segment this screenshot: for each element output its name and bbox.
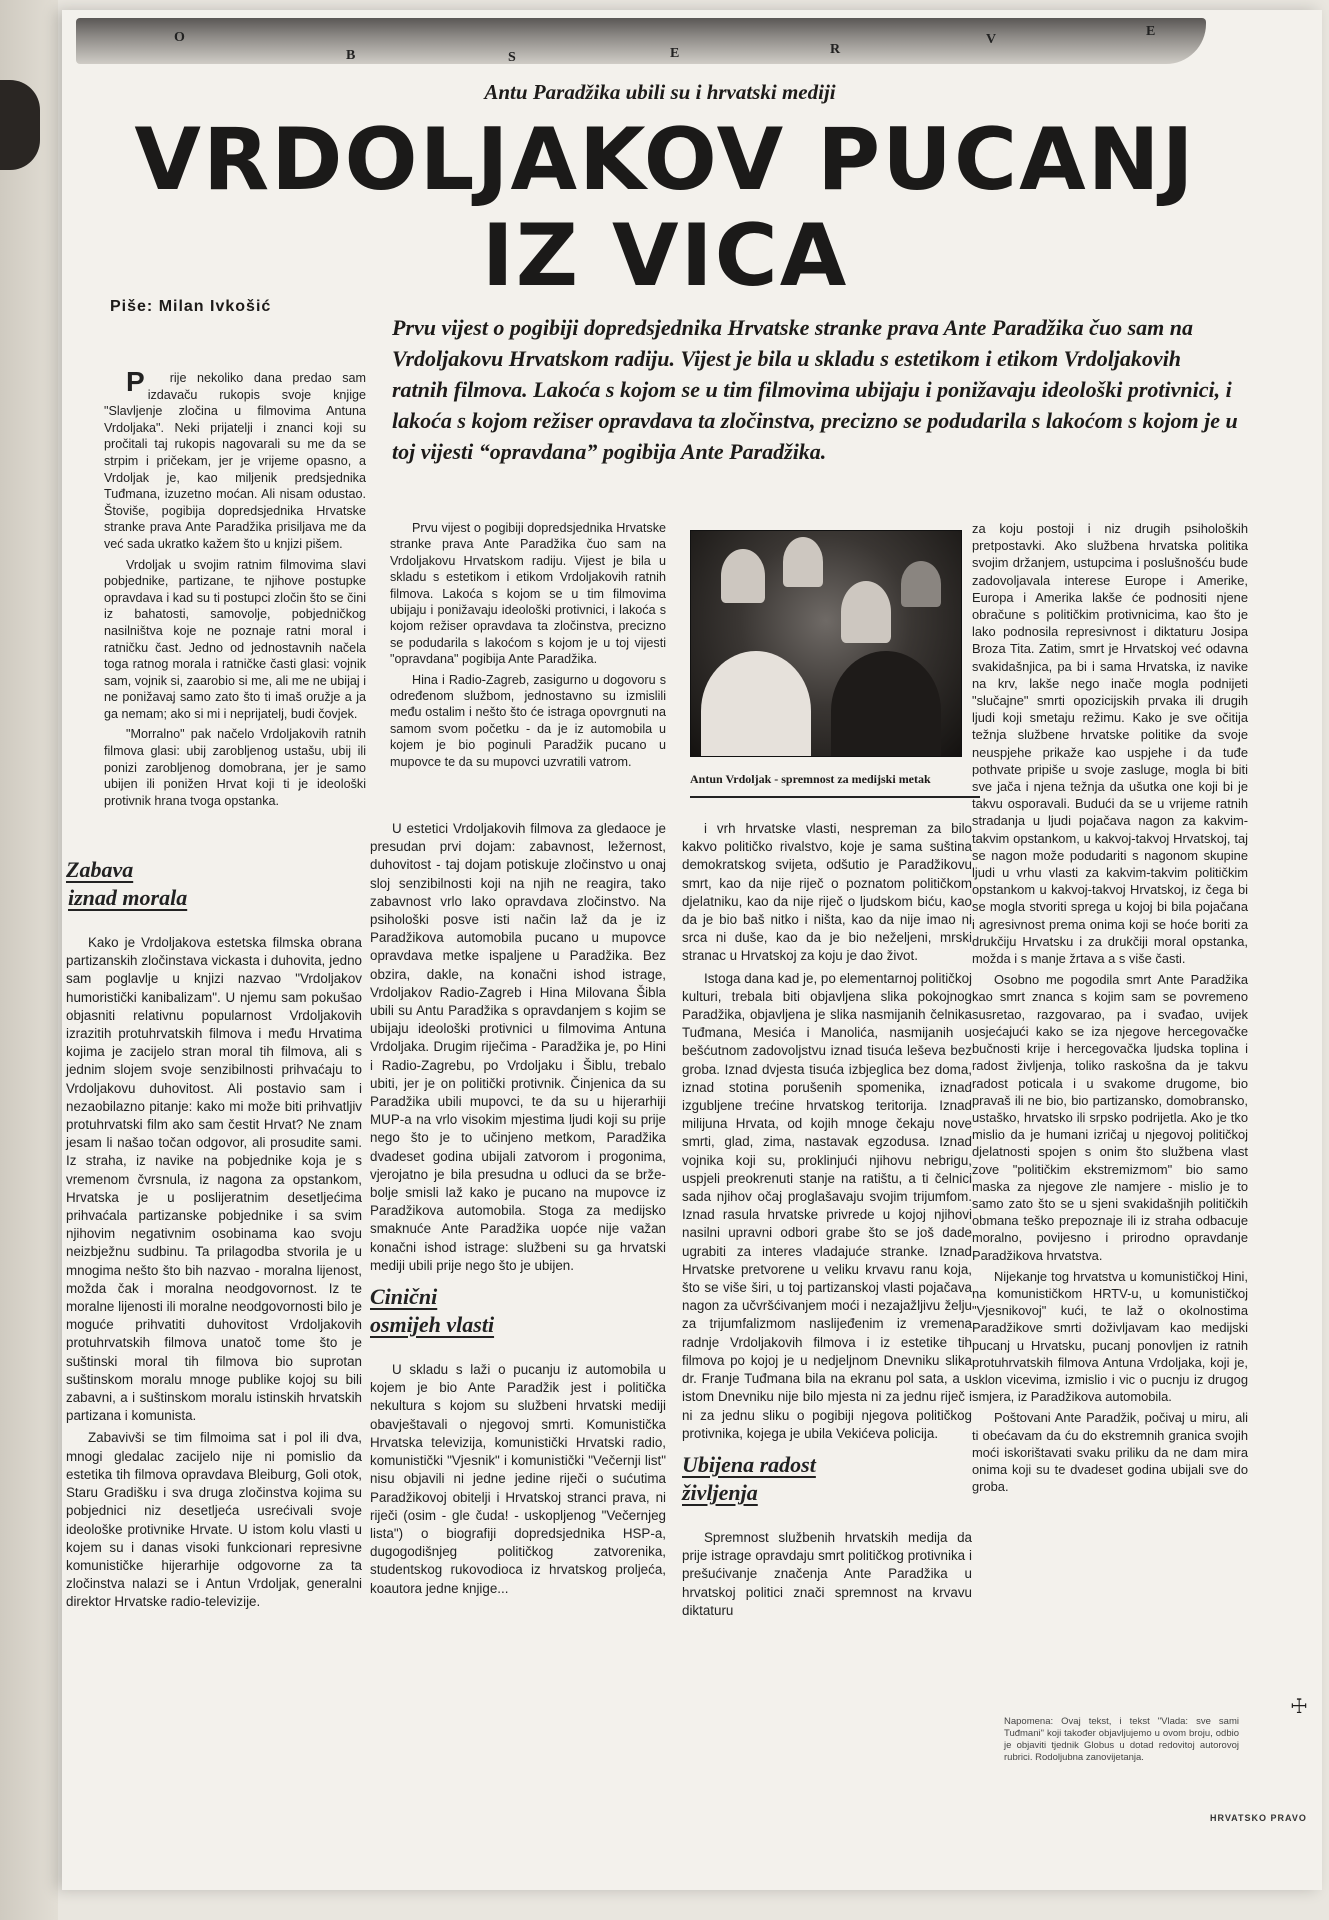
- subheading-line: iznad morala: [68, 885, 188, 910]
- paragraph: Poštovani Ante Paradžik, počivaj u miru, ali ti obećavam da ću do ekstremnih granica svojih moći iskorištavati svaku priliku da ne dam mira onima koji su te dvadeset godina ubijali sve do groba.: [972, 1410, 1248, 1495]
- banner-letter: R: [830, 42, 843, 57]
- headline-line-2: IZ VICA: [481, 206, 849, 306]
- paragraph: i vrh hrvatske vlasti, nespreman za bilo kakvo političko rivalstvo, koje je sama suština demokratskog svijeta, odšutio je Paradžikovu smrt, kao da nije riječ o poznatom političkom djelatniku, kao da nije riječ o ljudskom biću, kao da je bio baš nitko i ništa, kao da nije imao ni srca ni duše, kao da je bio neželjeni, mrski stranac u Hrvatskoj za koju je dao život.: [682, 821, 972, 964]
- column-3: [682, 820, 972, 1624]
- editorial-note: Napomena: Ovaj tekst, i tekst "Vlada: sve sami Tuđmani" koji također objavljujemo u ovom broju, odbio je objaviti tjednik Globus u dotad redovitoj autorovoj rubrici. Rodoljubna zanovijetanja.: [1004, 1716, 1239, 1763]
- column-1-top: [104, 366, 366, 813]
- news-photo: [690, 530, 962, 757]
- paragraph: Zabavivši se tim filmoima sat i pol ili dva, mnogi gledalac zacijelo nije ni pomislio da estetika tih filmova opravdava Bleiburg, Goli otok, Staru Gradišku i sva druga zločinstva kojima su pobjednici niz desetljeća usrećivali svoje ideološke protivnike Hrvate. U istom kolu vlasti u kojem su i danas visoki funkcionari represivne komunističke hijerarhije odgovorne za ta zločinstva nalazi se i Antun Vrdoljak, generalni direktor Hrvatske radio-televizije.: [66, 1430, 362, 1610]
- paragraph: Hina i Radio-Zagreb, zasigurno u dogovoru s određenom službom, jednostavno su izmislili među ostalim i nešto što će istraga opovrgnuti na samom svom početku - da je iz automobila u kojem je bio poginuli Paradžik pucano u mupovce te da su mupovci uzvratili vatrom.: [390, 672, 666, 769]
- kicker: Antu Paradžika ubili su i hrvatski mediji: [484, 80, 836, 104]
- column-2-top: [390, 520, 666, 774]
- column-2-bottom: [370, 820, 666, 1602]
- headline-line-1: VRDOLJAKOV PUCANJ: [134, 110, 1196, 210]
- banner-letter: S: [508, 50, 518, 65]
- footer-publication-name: HRVATSKO PRAVO: [1210, 1813, 1307, 1823]
- paragraph: Prije nekoliko dana predao sam izdavaču rukopis svoje knjige "Slavljenje zločina u filmovima Antuna Vrdoljaka". Neki prijatelji i znanci koji su pročitali taj rukopis nagovarali su me da se strpim i pričekam, jer je vrijeme opasno, a Vrdoljak je, kao miljenik predsjednika Tuđmana, izuzetno moćan. Ali nisam odustao. Štoviše, pogibija dopredsjednika Hrvatske stranke prava Ante Paradžika prisiljava me da već sada ukratko kažem što u knjizi pišem.: [104, 366, 366, 551]
- paragraph: Spremnost službenih hrvatskih medija da prije istrage opravdaju smrt političkog protivnika i prešućivanje značenja Ante Paradžika u hrvatskoj politici znači spremnost na krvavu diktaturu: [682, 1529, 972, 1618]
- banner-letter: O: [174, 30, 187, 45]
- subheading-line: Zabava: [66, 857, 134, 882]
- subheading-line: Ubijena radost: [682, 1451, 816, 1477]
- paragraph: U estetici Vrdoljakovih filmova za gledaoce je presudan prvi dojam: zabavnost, ležernost, duhovitost - taj dojam potiskuje zločinstvo u onaj sloj senzibilnosti koji na njih ne reagira, tako zabavnost vrlo lako opravdava zločinstvo. Na psihološki posve isti način laž da je iz Paradžikova automobila pucano u mupovce opravdava metke ispaljene u Paradžika. Bez obzira, dakle, na konačni ishod istrage, Vrdoljakov Radio-Zagreb i Hina Milovana Šibla ubili su Antu Paradžika s opravdanjem s kojim se ubijaju ideološki protivnici u filmovima Antuna Vrdoljaka. Drugim riječima - Paradžika je, po Hini i Radio-Zagrebu, po Vrdoljaku i Šiblu, trebalo ubiti, jer je on politički protivnik. Činjenica da su Paradžika ubili mupovci, te da su u hijerarhiji MUP-a na vrlo visokim mjestima ljudi koji su prije nego što je to učinjeno metkom, Paradžika dvadeset godina ubijali zatvorom i progonima, vjerojatno je bila presudna u odluci da se brže-bolje smisli laž kako je pucano na mupovce iz Paradžikova automobila. Stoga za medijsko smaknuće Ante Paradžika uopće nije važan konačni ishod istrage: službeni su ga hrvatski mediji ubili prije nego što je ubijen.: [370, 821, 666, 1273]
- subheading: [682, 1451, 972, 1507]
- caption-rule: [690, 796, 980, 798]
- banner-letter: E: [670, 46, 682, 61]
- headline: [100, 112, 1230, 304]
- adjacent-page-image: [0, 80, 40, 170]
- paragraph: Prvu vijest o pogibiji dopredsjednika Hrvatske stranke prava Ante Paradžika čuo sam na Vrdoljakovu Hrvatskom radiju. Vijest je bila u skladu s estetikom i etikom Vrdoljakovih ratnih filmova. Lakoća s kojom se u tim filmovima ubijaju i ponižavaju ideološki protivnici, i lakoća s kojom režiser opravdava ta zločinstva, precizno se podudarila s lakoćom s kojom je u toj vijesti "opravdana" pogibija Ante Paradžika.: [390, 521, 666, 667]
- subheading: [370, 1283, 666, 1339]
- paragraph: za koju postoji i niz drugih psiholoških pretpostavki. Ako službena hrvatska politika svojim držanjem, ustupcima i poslušnošću bude zadovoljavala interese Europe i Amerike, Europa i Amerika lakše će podnositi njene obračune s političkim protivnicima, kao što je lako podnosila represivnost i diktaturu Josipa Broza Tita. Zatim, smrt je Hrvatskoj već odavna svakidašnjica, pa bi i sama Hrvatska, iz navike na krv, lakše nego inače mogla podnijeti "slučajne" smrti opozicijskih prvaka ili drugih ljudi koji smetaju režimu. Kako je sve očitija težnja službene hrvatske politike da svoje neuspjehe prikaže kao uspjehe i da tuđe pothvate pripiše u svoje zasluge, mogla bi biti sve jača i njena težnja da ušutka one koji bi je takvu osporavali. Budući da se u vrijeme ratnih stradanja u ljudi pojačava nagon za kakvim-takvim opstankom, u kakvoj-takvoj Hrvatskoj, taj se nagon može podudariti s nagonom skupine ljudi u vrhu vlasti za kakvim-takvim političkim opstankom u kakvoj-takvoj Hrvatskoj, iz čega bi se mogla stvoriti sprega u kojoj bi bila pojačana i agresivnost prema onima koji se hoće boriti za drukčiju Hrvatsku i za drukčiji moral opstanka, možda i s manje žrtava a s više časti.: [972, 521, 1248, 967]
- paragraph: Istoga dana kad je, po elementarnoj političkoj kulturi, trebala biti objavljena slika pokojnog Paradžika, objavljena je slika nasmijanih čelnika Tuđmana, Mesića i Manolića, nasmijanih u bešćutnom zadovoljstvu iznad tisuća leševa bez groba. Iznad dvjesta tisuća izbjeglica bez doma, iznad stotina porušenih spomenika, iznad izgubljene trećine hrvatskog teritorija. Iznad milijuna Hrvata, od kojih mnoge čekaju nove smrti, glad, zima, nastavak egzodusa. Iznad vojnika koji su, proklinjući njihovu nebrigu, uspjeli preokrenuti stanje na ratištu, a ti čelnici sada njihov očaj proglašavaju svojim trijumfom. Iznad rasula hrvatske privrede u kojoj njihovi nasilni upravni odbori grabe što se još dade ugrabiti za interes vladajuće stranke. Iznad Hrvatske pretvorene u veliku krvavu ranu koja, što se više širi, u toj partizanskoj vlasti pojačava nagon za učvršćivanjem moći i nezajažljivu želju za trijumfalizmom naslijeđenim iz vremena radnje Vrdoljakovih filmova i iz estetike tih filmova po kojoj je u nedjeljnom Dnevniku slika dr. Franje Tuđmana bila na ekranu pol sata, a u istom Dnevniku nije bilo mjesta ni za jednu riječ i ni za jednu sliku o pogibiji njegova političkog protivnika, kojega je ubila Vekićeva policija.: [682, 970, 972, 1441]
- banner-letter: E: [1146, 24, 1158, 39]
- section-banner-letters: [76, 26, 1206, 70]
- photo-caption: Antun Vrdoljak - spremnost za medijski metak: [690, 772, 931, 786]
- adjacent-page-strip: [0, 0, 58, 1920]
- subheading-line: Cinični: [370, 1284, 438, 1310]
- subheading-line: življenja: [682, 1479, 758, 1505]
- end-of-article-mark: ☩: [1290, 1694, 1308, 1718]
- paragraph: "Morralno" pak načelo Vrdoljakovih ratnih filmova glasi: ubij zarobljenog ustašu, ubij ili ponizi zarobljenog domobrana, jer je samo ubijen ili ponižen Hrvat koji ti je ideološki protivnik hrana tvoga opstanka.: [104, 727, 366, 808]
- lead-paragraph: Prvu vijest o pogibiji dopredsjednika Hrvatske stranke prava Ante Paradžika čuo sam na Vrdoljakovu Hrvatskom radiju. Vijest je bila u skladu s estetikom i etikom Vrdoljakovih ratnih filmova. Lakoća s kojom se u tim filmovima ubijaju i ponižavaju ideološki protivnici, i lakoća s kojom režiser opravdava ta zločinstva, precizno se podudarila s lakoćom s kojom je u toj vijesti “opravdana” pogibija Ante Paradžika.: [392, 315, 1238, 464]
- byline: Piše: Milan Ivkošić: [110, 298, 272, 315]
- banner-letter: V: [986, 32, 999, 47]
- column-4: [972, 520, 1248, 1499]
- paragraph: Nijekanje tog hrvatstva u komunističkoj Hini, na komunističkom HRTV-u, u komunističkoj "Vjesnikovoj" kući, te laž o okolnostima Paradžikove smrti doživljavam kao medijski pucanj u Hrvatsku, pucanj ponovljen iz ratnih protuhrvatskih filmova Antuna Vrdoljaka, koji je, sklon vicevima, izmislio i vic o pucnju iz drugog smjera, iz Paradžikova automobila.: [972, 1268, 1248, 1405]
- subheading-line: osmijeh vlasti: [370, 1312, 495, 1338]
- column-1-bottom: [66, 848, 362, 1616]
- paragraph: Osobno me pogodila smrt Ante Paradžika kao smrt znanca s kojim sam se povremeno susretao, razgovarao, pa i svađao, uvijek osjećajući kako se iza njegove hercegovačke bučnosti krije i hercegovačka ljudska toplina i radost življenja, toliko raskošna da je takvu radost poticala i u svakome drugome, bio pravaš ili ne bio, bio partizansko, domobransko, ustaško, hrvatsko ili srpsko podrijetla. Ako je tko mislio da je humani izričaj u njegovoj političkoj djelatnosti spojen s onim što službena vlast zove "političkim ekstremizmom" bio samo maska za njegove zle namjere - mislio je to samo zato što se u sjeni svakidašnjih političkih obmana teško prepoznaje ili iz straha odbacuje moralno, povijesno i prirodno opravdanje Paradžikova hrvatstva.: [972, 972, 1248, 1263]
- subheading: [66, 856, 362, 912]
- banner-letter: B: [346, 48, 358, 63]
- paragraph: Vrdoljak u svojim ratnim filmovima slavi pobjednike, partizane, te njihove postupke opravdava i kad su ti postupci zločin što se čini iz bahatosti, samovolje, pobjedničkog nasilništva koje ne poznaje ratni moral i ratničku čast. Jedno od jednostavnih načela toga ratnog morala i ratničke časti glasi: vojnik sam, vojnik si, zaarobio si me, ali me ne ubijaj i ne ponižavaj samo zato što ti imaš oružje a ja ga nemam; ako si mi i neprijatelj, budi čovjek.: [104, 557, 366, 721]
- paragraph: Kako je Vrdoljakova estetska filmska obrana partizanskih zločinstava vickasta i duhovita, jedno sam poglavlje u knjizi nazvao "Vrdoljakov humoristički kanibalizam". U njemu sam pokušao objasniti relativnu popularnost Vrdoljakovih izrazitih protuhrvatskih filmova i među Hrvatima kojima je zacijelo stran moral tih filmova, ali s jednim slojem svoje senzibilnosti prihvaćaju to Vrdoljakovu duhovitost. Ali postavio sam i nezaobilazno pitanje: kako mi može biti prihvatljiv protuhrvatski film ako sam čestit Hrvat? Ne znam jesam li našao točan odgovor, ali prosudite sami. Iz straha, iz navike na pobjednike koja je s vremenom čvrsnula, iz nagona za opstankom, Hrvatska je u poslijeratnim desetljećima prihvaćala partizanske pobjednike i sa svim njihovim negativnim osobinama kao svoju neizbježnu sudbinu. Ta prilagodba stvorila je u mnogima nešto što bih nazvao - moralna lijenost, možda čak i moralna neodgovornost. Iz te moralne lijenosti ili moralne neodgovornosti bilo je moguće prihvatiti duhovitost Vrdoljakovih protuhrvatskih filmova unatoč tome što je suštinski moral tih filmova bio suprotan suštinskom moralu mnoge publike kojoj su bili zabavni, a i suštinskom moralu istinskih hrvatskih partizana i komunista.: [66, 935, 362, 1424]
- paragraph: U skladu s laži o pucanju iz automobila u kojem je bio Ante Paradžik jest i politička nekultura s kojom su službeni hrvatski mediji obavještavali o njegovoj smrti. Komunistička Hrvatska televizija, komunistički Hrvatski radio, komunistički "Vjesnik" i komunistički "Večernji list" nisu objavili ni jedne jedine riječi o sućutima Paradžikovoj obitelji i Hrvatskoj stranci prava, ni riječi (osim - gle čuda! - uskopljenog "Večernjeg lista") o biografiji dopredsjednika HSP-a, dugogodišnjeg političkog zatvorenika, studentskog rukovodioca iz hrvatskog proljeća, koautora jedne knjige...: [370, 1362, 666, 1596]
